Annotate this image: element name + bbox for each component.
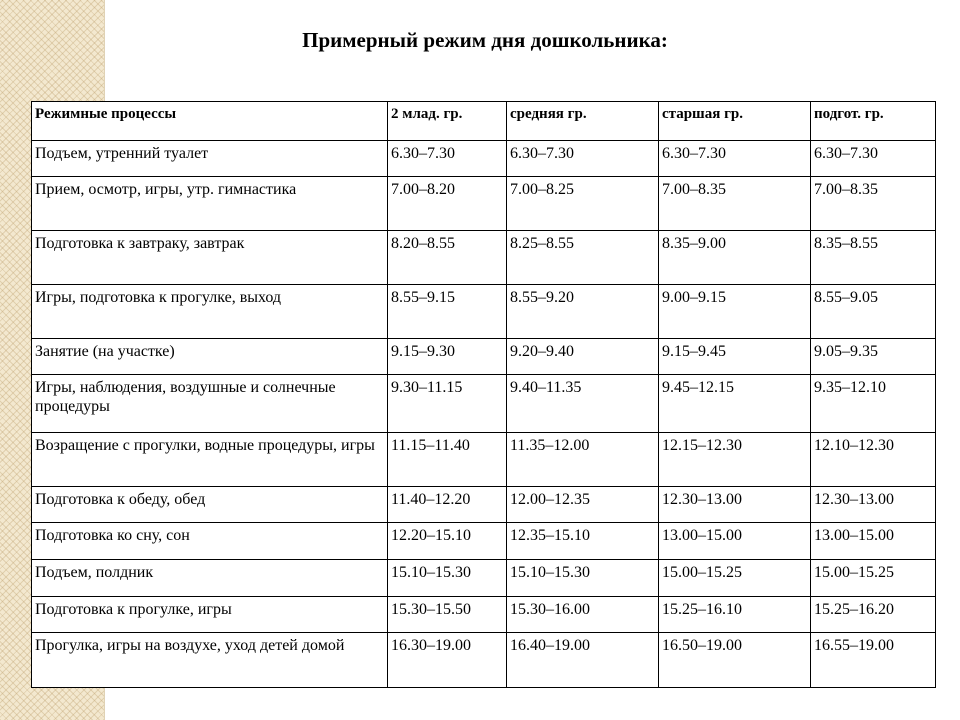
table-row — [32, 597, 936, 633]
time-cell: 9.15–9.45 — [659, 339, 811, 375]
time-cell: 6.30–7.30 — [659, 141, 811, 177]
time-cell: 15.25–16.10 — [659, 597, 811, 633]
time-cell: 12.20–15.10 — [388, 523, 507, 560]
time-cell: 13.00–15.00 — [811, 523, 936, 560]
header-middle: средняя гр. — [507, 102, 659, 141]
time-cell: 9.40–11.35 — [507, 375, 659, 433]
time-cell: 12.35–15.10 — [507, 523, 659, 560]
process-cell: Подготовка к завтраку, завтрак — [32, 231, 388, 285]
time-cell: 7.00–8.35 — [811, 177, 936, 231]
time-cell: 11.35–12.00 — [507, 433, 659, 487]
page-title: Примерный режим дня дошкольника: — [302, 28, 668, 52]
time-cell: 8.35–9.00 — [659, 231, 811, 285]
time-cell: 8.20–8.55 — [388, 231, 507, 285]
header-processes: Режимные процессы — [32, 102, 388, 141]
schedule-table — [31, 101, 936, 688]
time-cell: 15.00–15.25 — [811, 560, 936, 597]
time-cell: 6.30–7.30 — [388, 141, 507, 177]
table-row — [32, 560, 936, 597]
time-cell: 16.50–19.00 — [659, 633, 811, 688]
time-cell: 12.00–12.35 — [507, 487, 659, 523]
process-cell: Подъем, утренний туалет — [32, 141, 388, 177]
table-row — [32, 285, 936, 339]
time-cell: 12.30–13.00 — [811, 487, 936, 523]
time-cell: 13.00–15.00 — [659, 523, 811, 560]
table-row — [32, 375, 936, 433]
time-cell: 8.55–9.15 — [388, 285, 507, 339]
process-cell: Возращение с прогулки, водные процедуры, игры — [32, 433, 388, 487]
table-row — [32, 487, 936, 523]
table-row — [32, 339, 936, 375]
process-cell: Подготовка к обеду, обед — [32, 487, 388, 523]
process-cell: Игры, подготовка к прогулке, выход — [32, 285, 388, 339]
time-cell: 8.25–8.55 — [507, 231, 659, 285]
time-cell: 11.15–11.40 — [388, 433, 507, 487]
process-cell: Занятие (на участке) — [32, 339, 388, 375]
table-row — [32, 231, 936, 285]
time-cell: 12.30–13.00 — [659, 487, 811, 523]
time-cell: 15.25–16.20 — [811, 597, 936, 633]
time-cell: 9.30–11.15 — [388, 375, 507, 433]
time-cell: 15.30–15.50 — [388, 597, 507, 633]
time-cell: 8.35–8.55 — [811, 231, 936, 285]
time-cell: 7.00–8.20 — [388, 177, 507, 231]
time-cell: 9.35–12.10 — [811, 375, 936, 433]
table-row — [32, 633, 936, 688]
process-cell: Прогулка, игры на воздухе, уход детей домой — [32, 633, 388, 688]
process-cell: Прием, осмотр, игры, утр. гимнастика — [32, 177, 388, 231]
time-cell: 9.45–12.15 — [659, 375, 811, 433]
time-cell: 16.40–19.00 — [507, 633, 659, 688]
process-cell: Подготовка к прогулке, игры — [32, 597, 388, 633]
time-cell: 15.10–15.30 — [388, 560, 507, 597]
process-cell: Игры, наблюдения, воздушные и солнечные процедуры — [32, 375, 388, 433]
header-preparatory: подгот. гр. — [811, 102, 936, 141]
time-cell: 6.30–7.30 — [507, 141, 659, 177]
time-cell: 9.05–9.35 — [811, 339, 936, 375]
header-junior-2: 2 млад. гр. — [388, 102, 507, 141]
time-cell: 15.00–15.25 — [659, 560, 811, 597]
time-cell: 11.40–12.20 — [388, 487, 507, 523]
time-cell: 8.55–9.05 — [811, 285, 936, 339]
time-cell: 12.15–12.30 — [659, 433, 811, 487]
table-row — [32, 523, 936, 560]
time-cell: 7.00–8.35 — [659, 177, 811, 231]
time-cell: 9.15–9.30 — [388, 339, 507, 375]
time-cell: 16.30–19.00 — [388, 633, 507, 688]
time-cell: 9.20–9.40 — [507, 339, 659, 375]
time-cell: 15.30–16.00 — [507, 597, 659, 633]
process-cell: Подъем, полдник — [32, 560, 388, 597]
time-cell: 15.10–15.30 — [507, 560, 659, 597]
time-cell: 16.55–19.00 — [811, 633, 936, 688]
header-senior: старшая гр. — [659, 102, 811, 141]
time-cell: 6.30–7.30 — [811, 141, 936, 177]
table-row — [32, 177, 936, 231]
time-cell: 8.55–9.20 — [507, 285, 659, 339]
header-row — [32, 102, 936, 141]
time-cell: 9.00–9.15 — [659, 285, 811, 339]
table-row — [32, 433, 936, 487]
process-cell: Подготовка ко сну, сон — [32, 523, 388, 560]
time-cell: 12.10–12.30 — [811, 433, 936, 487]
table-row — [32, 141, 936, 177]
time-cell: 7.00–8.25 — [507, 177, 659, 231]
